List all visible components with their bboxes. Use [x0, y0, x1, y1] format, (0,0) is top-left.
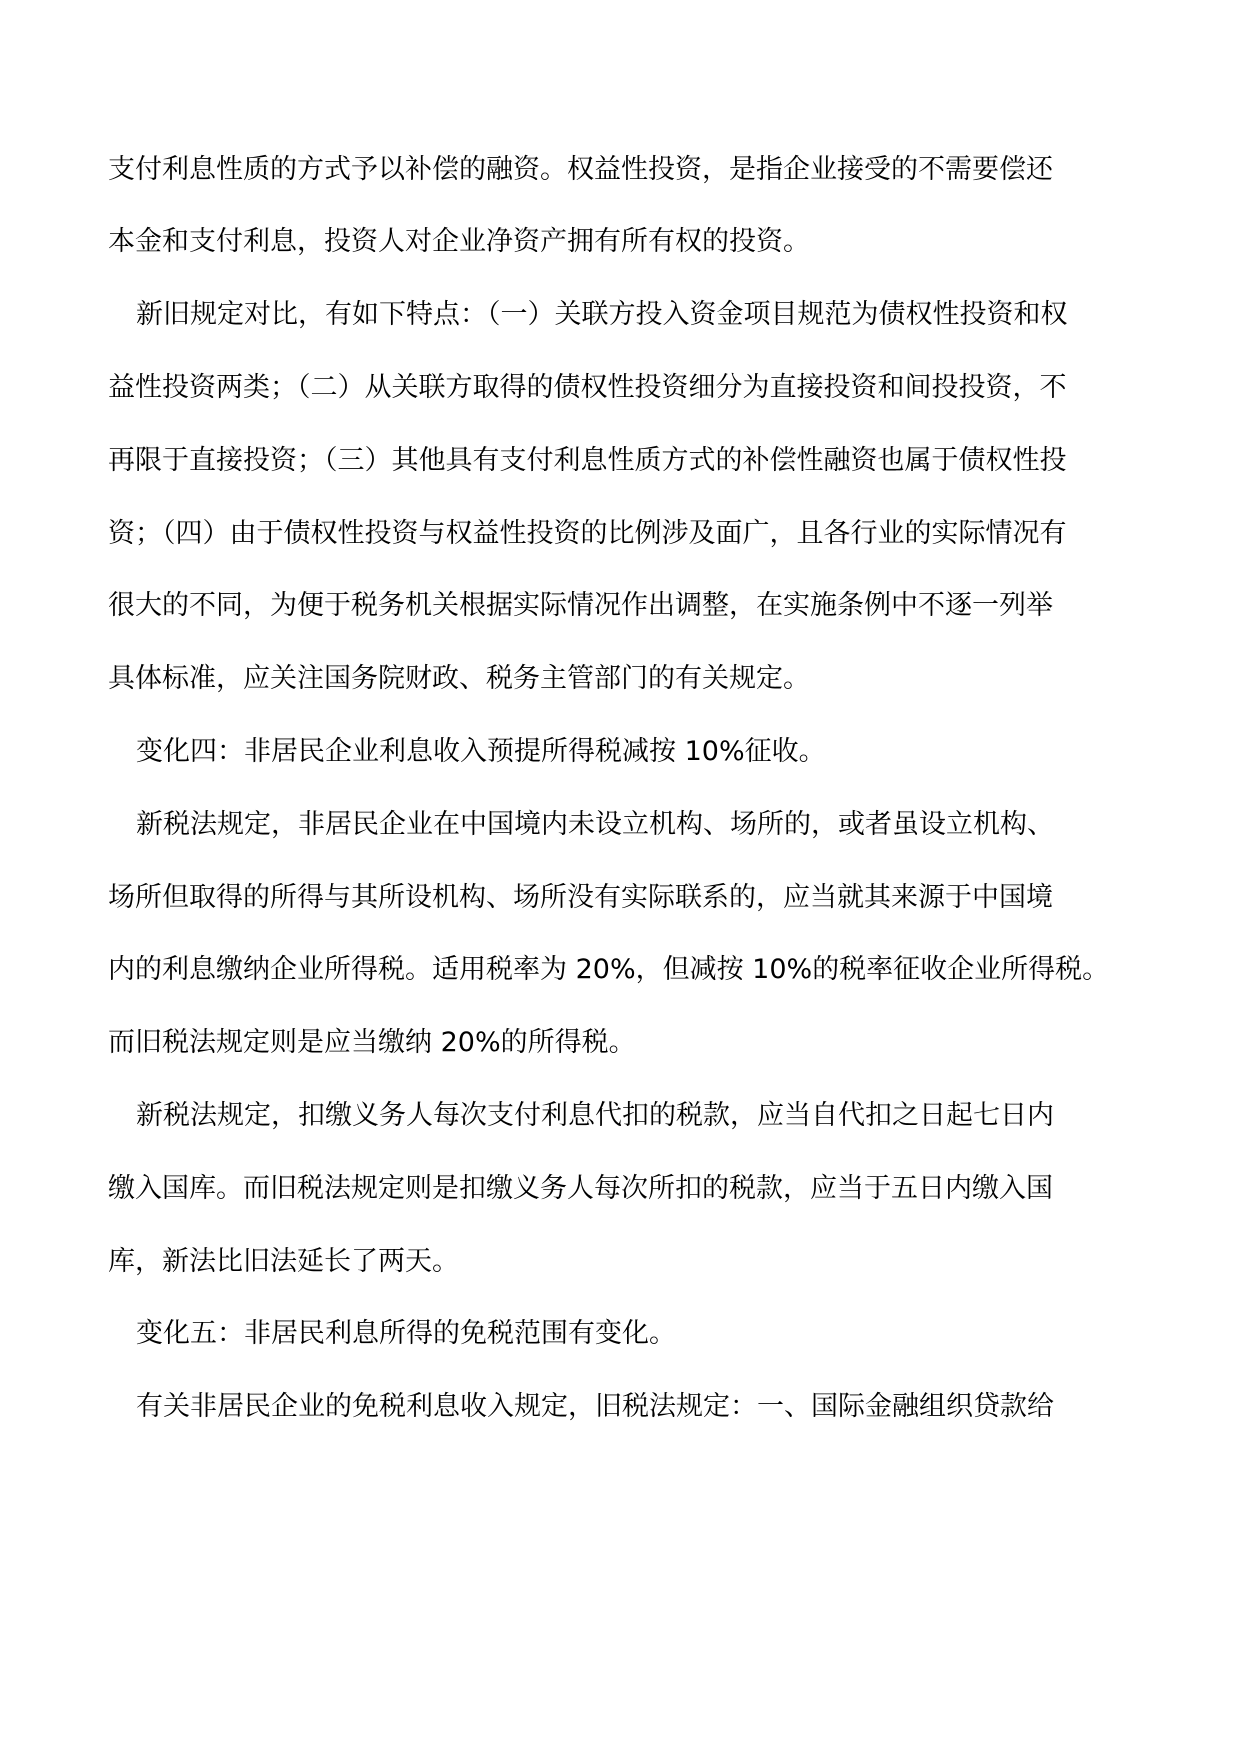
- text-line-9: 变化四：非居民企业利息收入预提所得税减按 10%征收。: [136, 736, 826, 767]
- text-line-18: 有关非居民企业的免税利息收入规定，旧税法规定：一、国际金融组织贷款给: [136, 1391, 1054, 1422]
- text-line-4: 益性投资两类；（二）从关联方取得的债权性投资细分为直接投资和间投投资，不: [108, 372, 1067, 403]
- text-line-1: 支付利息性质的方式予以补偿的融资。权益性投资，是指企业接受的不需要偿还: [108, 154, 1053, 185]
- text-line-5: 再限于直接投资；（三）其他具有支付利息性质方式的补偿性融资也属于债权性投: [108, 445, 1067, 476]
- text-line-11: 场所但取得的所得与其所设机构、场所没有实际联系的，应当就其来源于中国境: [108, 882, 1053, 913]
- text-line-8: 具体标准，应关注国务院财政、税务主管部门的有关规定。: [108, 663, 810, 694]
- text-line-10: 新税法规定，非居民企业在中国境内未设立机构、场所的，或者虽设立机构、: [136, 809, 1054, 840]
- text-line-3: 新旧规定对比，有如下特点：（一）关联方投入资金项目规范为债权性投资和权: [136, 299, 1068, 330]
- text-line-15: 缴入国库。而旧税法规定则是扣缴义务人每次所扣的税款，应当于五日内缴入国: [108, 1173, 1053, 1204]
- text-line-14: 新税法规定，扣缴义务人每次支付利息代扣的税款，应当自代扣之日起七日内: [136, 1100, 1054, 1131]
- text-line-17: 变化五：非居民利息所得的免税范围有变化。: [136, 1318, 676, 1349]
- text-line-16: 库，新法比旧法延长了两天。: [108, 1246, 459, 1277]
- text-line-6: 资；（四）由于债权性投资与权益性投资的比例涉及面广，且各行业的实际情况有: [108, 518, 1067, 549]
- text-line-2: 本金和支付利息，投资人对企业净资产拥有所有权的投资。: [108, 226, 810, 257]
- text-line-13: 而旧税法规定则是应当缴纳 20%的所得税。: [108, 1027, 636, 1058]
- text-line-12: 内的利息缴纳企业所得税。适用税率为 20%，但减按 10%的税率征收企业所得税。: [108, 954, 1110, 985]
- text-line-7: 很大的不同，为便于税务机关根据实际情况作出调整，在实施条例中不逐一列举: [108, 590, 1053, 621]
